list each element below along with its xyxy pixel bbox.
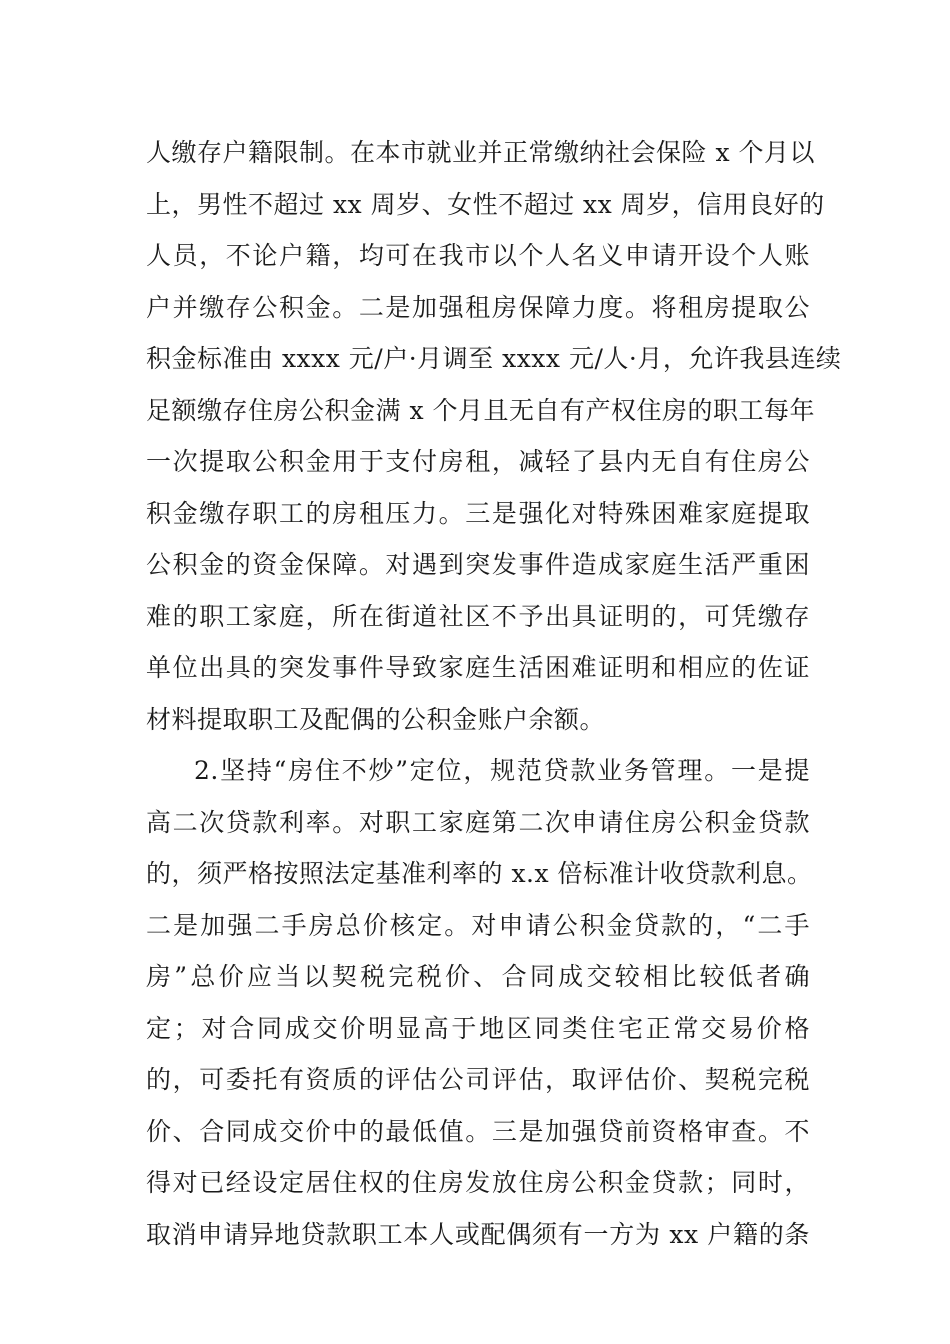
text-line: 人缴存户籍限制。在本市就业并正常缴纳社会保险 x 个月以	[146, 138, 815, 167]
text-line: 房”总价应当以契税完税价、合同成交较相比较低者确	[146, 962, 810, 991]
text-line: 一次提取公积金用于支付房租，减轻了县内无自有住房公	[146, 447, 810, 476]
text-line: 足额缴存住房公积金满 x 个月且无自有产权住房的职工每年	[146, 395, 815, 425]
paragraph-end-line: 材料提取职工及配偶的公积金账户余额。	[146, 704, 606, 734]
text-line: 人员，不论户籍，均可在我市以个人名义申请开设个人账	[146, 241, 810, 270]
text-line: 积金标准由 xxxx 元/户·月调至 xxxx 元/人·月，允许我县连续	[146, 344, 842, 373]
section-heading-line: 2.坚持“房住不炒”定位，规范贷款业务管理。一是提	[194, 756, 810, 785]
text-line: 得对已经设定居住权的住房发放住房公积金贷款；同时，	[146, 1168, 810, 1197]
text-line: 难的职工家庭，所在街道社区不予出具证明的，可凭缴存	[146, 601, 810, 631]
text-line: 价、合同成交价中的最低值。三是加强贷前资格审查。不	[146, 1116, 810, 1146]
text-line: 定；对合同成交价明显高于地区同类住宅正常交易价格	[146, 1013, 810, 1043]
text-line: 上，男性不超过 xx 周岁、女性不超过 xx 周岁，信用良好的	[146, 189, 825, 219]
text-line: 二是加强二手房总价核定。对申请公积金贷款的，“二手	[146, 910, 810, 940]
text-line: 积金缴存职工的房租压力。三是强化对特殊困难家庭提取	[146, 498, 810, 528]
text-line: 单位出具的突发事件导致家庭生活困难证明和相应的佐证	[146, 653, 810, 682]
text-line: 高二次贷款利率。对职工家庭第二次申请住房公积金贷款	[146, 807, 810, 837]
text-line: 取消申请异地贷款职工本人或配偶须有一方为 xx 户籍的条	[146, 1219, 810, 1249]
text-line: 的，可委托有资质的评估公司评估，取评估价、契税完税	[146, 1065, 810, 1094]
text-line: 户并缴存公积金。二是加强租房保障力度。将租房提取公	[146, 292, 810, 322]
text-line: 公积金的资金保障。对遇到突发事件造成家庭生活严重困	[146, 550, 810, 579]
text-line: 的，须严格按照法定基准利率的 x.x 倍标准计收贷款利息。	[146, 859, 813, 888]
body-text	[146, 127, 842, 1260]
